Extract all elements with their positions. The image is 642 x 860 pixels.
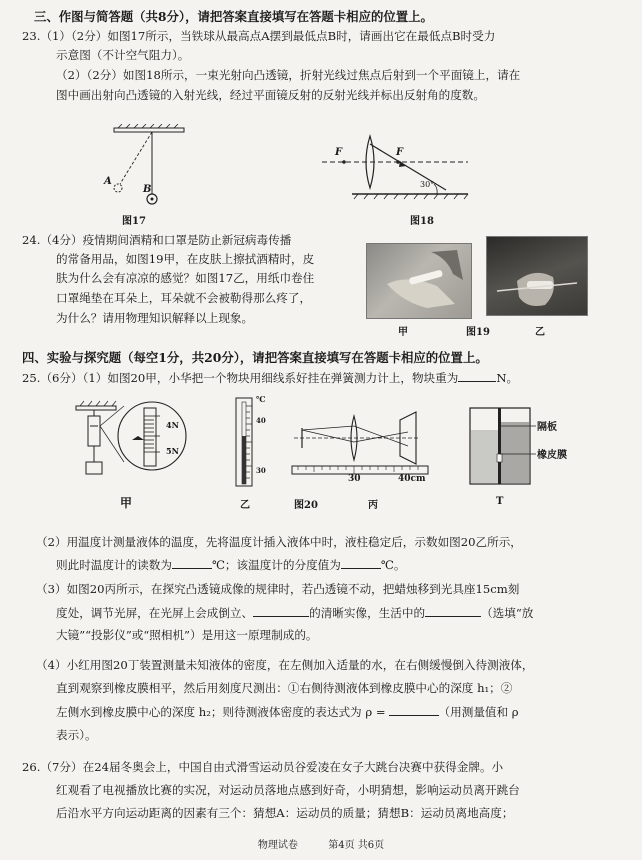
q24-line-3: 肤为什么会有凉凉的感觉？如图17乙，用纸巾卷住 bbox=[56, 271, 315, 285]
footer-page-number: 第4页 共6页 bbox=[328, 840, 385, 851]
q25-p4-text-a: 左侧水到橡皮膜中心的深度 h₂；则待测液体密度的表达式为 ρ = bbox=[56, 705, 386, 719]
fig20-membrane-label: 橡皮膜 bbox=[537, 450, 567, 461]
figure-18-lens-mirror bbox=[318, 132, 478, 212]
fig20-label-jia: 甲 bbox=[120, 496, 133, 510]
fig20-spring-label-4n: 4N bbox=[166, 420, 179, 430]
q25-line-1-text: 25.（6分）（1）如图20甲，小华把一个物块用细线系好挂在弹簧测力计上，物块重为 bbox=[22, 371, 459, 385]
q25-p3-line-2 bbox=[56, 605, 533, 621]
q25-p4-line-3 bbox=[56, 704, 519, 720]
q25-p3-text-c: （选填“放 bbox=[481, 606, 534, 620]
image-type-blank[interactable] bbox=[253, 605, 309, 617]
fig20-label-yi: 乙 bbox=[240, 500, 250, 511]
q25-p2-line-2 bbox=[56, 557, 405, 573]
fig18-caption: 图18 bbox=[410, 216, 434, 227]
figure-19-jia-photo bbox=[366, 243, 472, 319]
q26-line-1: 26.（7分）在24届冬奥会上，中国自由式滑雪运动员谷爱凌在女子大跳台决赛中获得金牌。小 bbox=[22, 760, 504, 774]
q26-line-2: 红观看了电视播放比赛的实况，对运动员落地点感到好奇，小明猜想，影响运动员离开跳台 bbox=[56, 783, 520, 797]
q23-line-2: 示意图（不计空气阻力）。 bbox=[56, 48, 190, 62]
q25-p2-line-1: （2）用温度计测量液体的温度，先将温度计插入液体中时，液柱稳定后，示数如图20乙所示， bbox=[36, 535, 522, 549]
q25-p4-line-4: 表示）。 bbox=[56, 728, 97, 742]
q25-line-1 bbox=[22, 370, 518, 386]
figure-19-yi-photo bbox=[486, 236, 588, 316]
density-expression-blank[interactable] bbox=[389, 704, 439, 716]
fig19-label-jia: 甲 bbox=[398, 327, 408, 338]
q24-line-1: 24.（4分）疫情期间酒精和口罩是防止新冠病毒传播 bbox=[22, 233, 292, 247]
q25-p2-text-c: ℃。 bbox=[380, 558, 406, 572]
fig18-angle-label: 30° bbox=[420, 180, 435, 189]
fig20-bench-label-30: 30 bbox=[348, 474, 361, 484]
figure-20-jia-spring-scale bbox=[74, 396, 194, 486]
q25-p4-text-b: （用测量值和 ρ bbox=[438, 705, 519, 719]
fig18-label-f-left: F bbox=[335, 147, 343, 158]
q23-line-1: 23.（1）（2分）如图17所示，当铁球从最高点A摆到最低点B时，请画出它在最低点B时受力 bbox=[22, 29, 496, 43]
q25-p3-line-1: （3）如图20丙所示，在探究凸透镜成像的规律时，若凸透镜不动，把蜡烛移到光具座15cm刻 bbox=[36, 582, 520, 596]
q23-line-3: （2）（2分）如图18所示，一束光射向凸透镜，折射光线过焦点后射到一个平面镜上，请在 bbox=[56, 68, 521, 82]
device-blank[interactable] bbox=[425, 605, 481, 617]
fig19-label-yi: 乙 bbox=[535, 327, 545, 338]
figure-17-pendulum bbox=[96, 124, 196, 209]
footer-subject: 物理试卷 bbox=[257, 840, 298, 851]
q23-line-4: 图中画出射向凸透镜的入射光线，经过平面镜反射的反射光线并标出反射角的度数。 bbox=[56, 88, 485, 102]
fig20-thermo-unit: ℃ bbox=[256, 394, 266, 404]
q25-p3-text-b: 的清晰实像，生活中的 bbox=[309, 606, 426, 620]
fig17-label-a: A bbox=[104, 176, 112, 187]
q25-p2-text-b: ℃；该温度计的分度值为 bbox=[211, 558, 341, 572]
q25-p4-line-1: （4）小红用图20丁装置测量未知液体的密度，在左侧加入适量的水，在右侧缓慢倒入待测液体， bbox=[36, 658, 534, 672]
q25-weight-unit: N。 bbox=[496, 371, 519, 385]
q25-p4-line-2: 直到观察到橡皮膜相平，然后用刻度尺测出：①右侧待测液体到橡皮膜中心的深度 h₁；② bbox=[56, 681, 513, 695]
q24-line-4: 口罩绳垫在耳朵上，耳朵就不会被勒得那么疼了， bbox=[56, 291, 312, 305]
fig17-caption: 图17 bbox=[122, 216, 146, 227]
q25-p3-text-a: 度处，调节光屏，在光屏上会成倒立、 bbox=[56, 606, 254, 620]
fig19-caption: 图19 bbox=[466, 327, 490, 338]
page-footer bbox=[0, 836, 642, 851]
q26-line-3: 后沿水平方向运动距离的因素有三个：猜想A：运动员的质量；猜想B：运动员离地高度； bbox=[56, 806, 514, 820]
fig20-bench-label-40cm: 40cm bbox=[398, 474, 426, 484]
fig20-label-bing: 丙 bbox=[368, 500, 378, 511]
q24-line-5: 为什么？请用物理知识解释以上现象。 bbox=[56, 311, 254, 325]
q25-p3-line-3: 大镜”“投影仪”或“照相机”）是用这一原理制成的。 bbox=[56, 628, 318, 642]
fig17-label-b: B bbox=[143, 184, 152, 195]
section-4-heading: 四、实验与探究题（每空1分，共20分），请把答案直接填写在答题卡相应的位置上。 bbox=[22, 350, 488, 365]
fig20-spring-label-5n: 5N bbox=[166, 446, 179, 456]
fig20-label-ding: T bbox=[496, 496, 504, 507]
section-3-heading: 三、作图与简答题（共8分），请把答案直接填写在答题卡相应的位置上。 bbox=[34, 9, 433, 24]
fig20-caption: 图20 bbox=[294, 500, 318, 511]
fig20-thermo-40: 40 bbox=[256, 416, 266, 425]
fig20-divider-label: 隔板 bbox=[537, 422, 557, 433]
fig20-callout-lines bbox=[498, 420, 538, 460]
thermo-division-blank[interactable] bbox=[341, 557, 381, 569]
thermo-reading-blank[interactable] bbox=[172, 557, 212, 569]
q25-p2-text-a: 则此时温度计的读数为 bbox=[56, 558, 172, 572]
fig20-thermo-30: 30 bbox=[256, 466, 266, 475]
q24-line-2: 的常备用品，如图19甲，在皮肤上擦拭酒精时，皮 bbox=[56, 252, 315, 266]
q25-weight-blank[interactable] bbox=[458, 370, 496, 382]
fig18-label-f-right: F bbox=[396, 147, 404, 158]
